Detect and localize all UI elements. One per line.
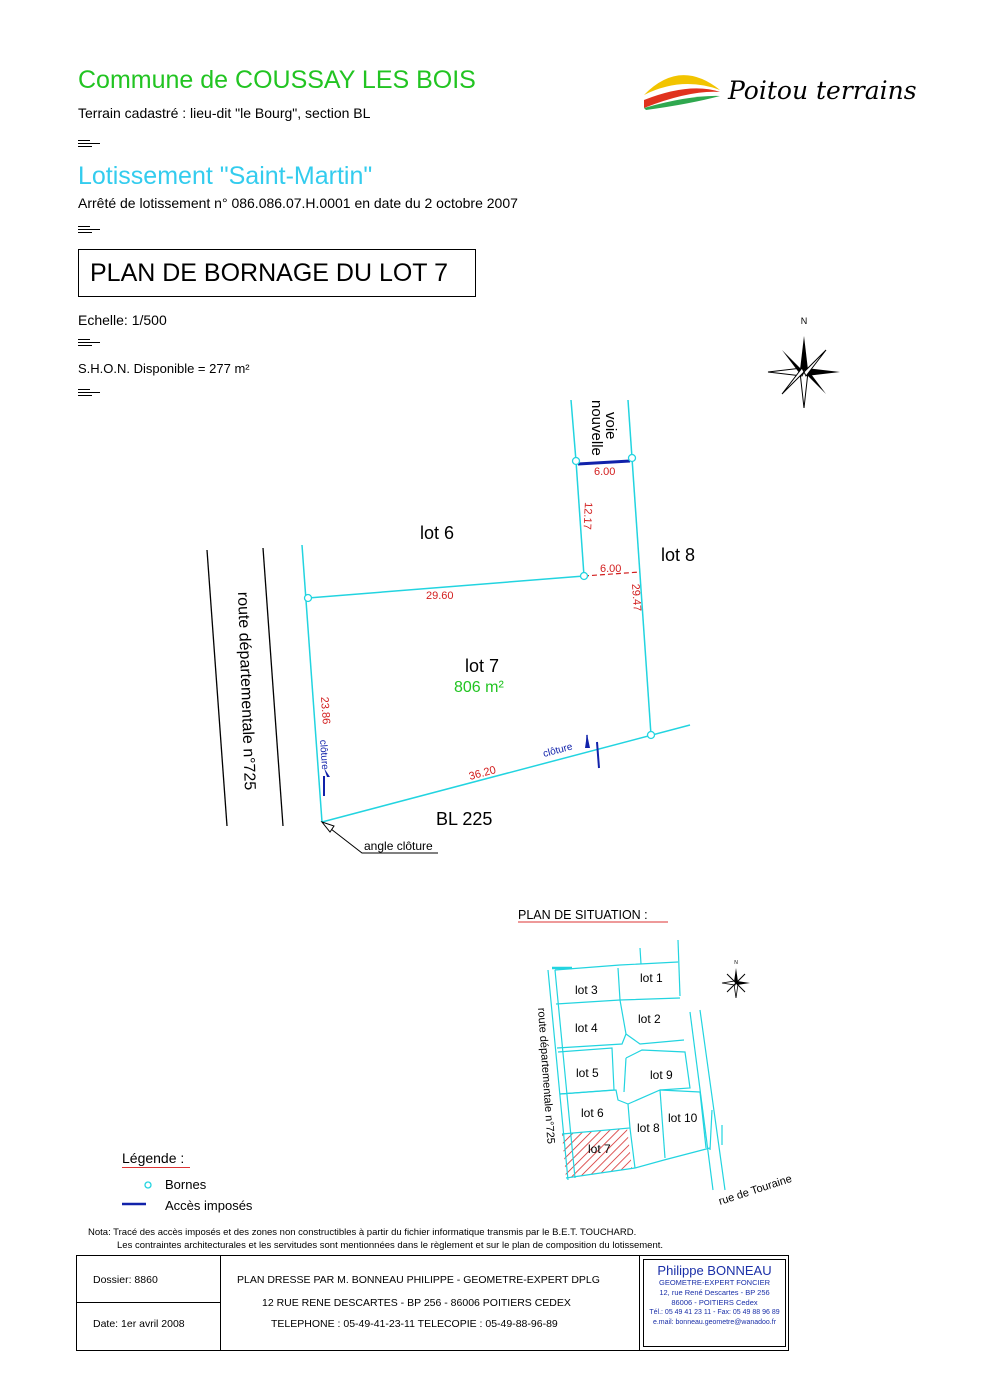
- shon-label: S.H.O.N. Disponible = 277 m²: [78, 361, 250, 376]
- situation-lot9: lot 9: [650, 1068, 673, 1082]
- road-label: route départementale n°725: [234, 591, 258, 791]
- footer-left-cell: [77, 1256, 221, 1350]
- bonneau-email: e.mail: bonneau.geometre@wanadoo.fr: [652, 1319, 777, 1326]
- lot8-label: lot 8: [661, 545, 696, 565]
- bonneau-phone: Tél.: 05 49 41 23 11 - Fax: 05 49 88 96 89: [649, 1309, 780, 1316]
- bonneau-city: 86006 - POITIERS Cedex: [671, 1298, 758, 1307]
- situation-rue-label: rue de Touraine: [717, 1172, 794, 1208]
- voie-label: nouvelle: [588, 400, 605, 456]
- footer-cartouche: [76, 1255, 789, 1351]
- footer-dossier-cell: [77, 1256, 220, 1303]
- dossier-label: Dossier: 8860: [93, 1274, 158, 1286]
- dim-voie-side: 12.17: [580, 501, 594, 530]
- dim-north-side: 29.60: [426, 590, 454, 602]
- legend-underline: [122, 1167, 190, 1168]
- road-edge: [263, 548, 283, 826]
- bonneau-address: 12, rue René Descartes - BP 256: [659, 1288, 770, 1297]
- situation-lot8: lot 8: [637, 1121, 660, 1135]
- situation-map: [535, 940, 793, 1208]
- arrete-line: Arrêté de lotissement n° 086.086.07.H.0001 en date du 2 octobre 2007: [78, 195, 518, 211]
- footer-stamp-cell: [639, 1256, 789, 1350]
- north-arrow-icon: [768, 336, 840, 408]
- access-cloture-south: [597, 742, 599, 768]
- logo-icon: [644, 75, 720, 110]
- situation-north-arrow-icon: [722, 968, 750, 998]
- scale-label: Echelle: 1/500: [78, 312, 167, 328]
- north-label: N: [800, 316, 808, 326]
- cloture-label-south: clôture: [541, 741, 574, 760]
- footer-line-3: TELEPHONE : 05-49-41-23-11 TELECOPIE : 05-49-88-96-89: [271, 1318, 558, 1330]
- logo-wordmark: Poitou terrains: [728, 76, 917, 105]
- lot6-label: lot 6: [420, 523, 455, 543]
- lot7-label: lot 7: [465, 656, 500, 676]
- note-line-2: Les contraintes architecturales et les servitudes sont mentionnées dans le règlement et sur le plan de composition du lotissement.: [117, 1240, 664, 1251]
- situation-lot5: lot 5: [576, 1066, 599, 1080]
- situation-lot3: lot 3: [575, 983, 598, 997]
- situation-lot7: lot 7: [588, 1142, 611, 1156]
- date-label: Date: 1er avril 2008: [93, 1318, 185, 1330]
- footer-line-1: PLAN DRESSE PAR M. BONNEAU PHILIPPE - GEOMETRE-EXPERT DPLG: [237, 1274, 600, 1286]
- bl225-label: BL 225: [436, 809, 493, 829]
- bonneau-stamp: [643, 1259, 786, 1347]
- angle-cloture-label: angle clôture: [364, 839, 433, 853]
- situation-lot1: lot 1: [640, 971, 663, 985]
- dim-voie-width: 6.00: [594, 466, 616, 478]
- situation-route-label: route départementale n°725: [535, 1007, 557, 1145]
- bonneau-title: GEOMETRE-EXPERT FONCIER: [659, 1278, 770, 1287]
- dim-west-side: 23.86: [318, 696, 332, 725]
- terrain-line: Terrain cadastré : lieu-dit "le Bourg", section BL: [78, 105, 371, 121]
- cloture-label-west: clôture: [317, 739, 331, 771]
- situation-north-label: N: [734, 960, 738, 966]
- legend-acces-label: Accès imposés: [165, 1198, 253, 1213]
- lot7-area: 806 m²: [454, 679, 504, 696]
- legend-title: Légende :: [122, 1150, 185, 1166]
- dim-east-side: 29.47: [629, 583, 643, 612]
- dim-south-side: 36.20: [467, 764, 498, 783]
- note-line-1: Nota: Tracé des accès imposés et des zones non constructibles à partir du fichier informatique transmis par le B.E.T. TOUCHARD.: [88, 1227, 637, 1238]
- situation-lot10: lot 10: [668, 1111, 698, 1125]
- situation-lot2: lot 2: [638, 1012, 661, 1026]
- commune-title: Commune de COUSSAY LES BOIS: [78, 66, 476, 94]
- situation-lot4: lot 4: [575, 1021, 598, 1035]
- bonneau-name: Philippe BONNEAU: [657, 1263, 772, 1278]
- plan-title: PLAN DE BORNAGE DU LOT 7: [78, 249, 476, 297]
- voie-label: voie: [602, 412, 619, 440]
- situation-title: PLAN DE SITUATION :: [518, 908, 648, 922]
- legend-bornes-label: Bornes: [165, 1177, 207, 1192]
- legend-borne-icon: [145, 1182, 151, 1188]
- situation-lot6: lot 6: [581, 1106, 604, 1120]
- access-voie: [578, 461, 630, 464]
- road-edge: [207, 550, 227, 826]
- footer-line-2: 12 RUE RENE DESCARTES - BP 256 - 86006 POITIERS CEDEX: [262, 1297, 571, 1309]
- lotissement-title: Lotissement "Saint-Martin": [78, 162, 373, 190]
- dim-lot8-offset: 6.00: [600, 563, 622, 575]
